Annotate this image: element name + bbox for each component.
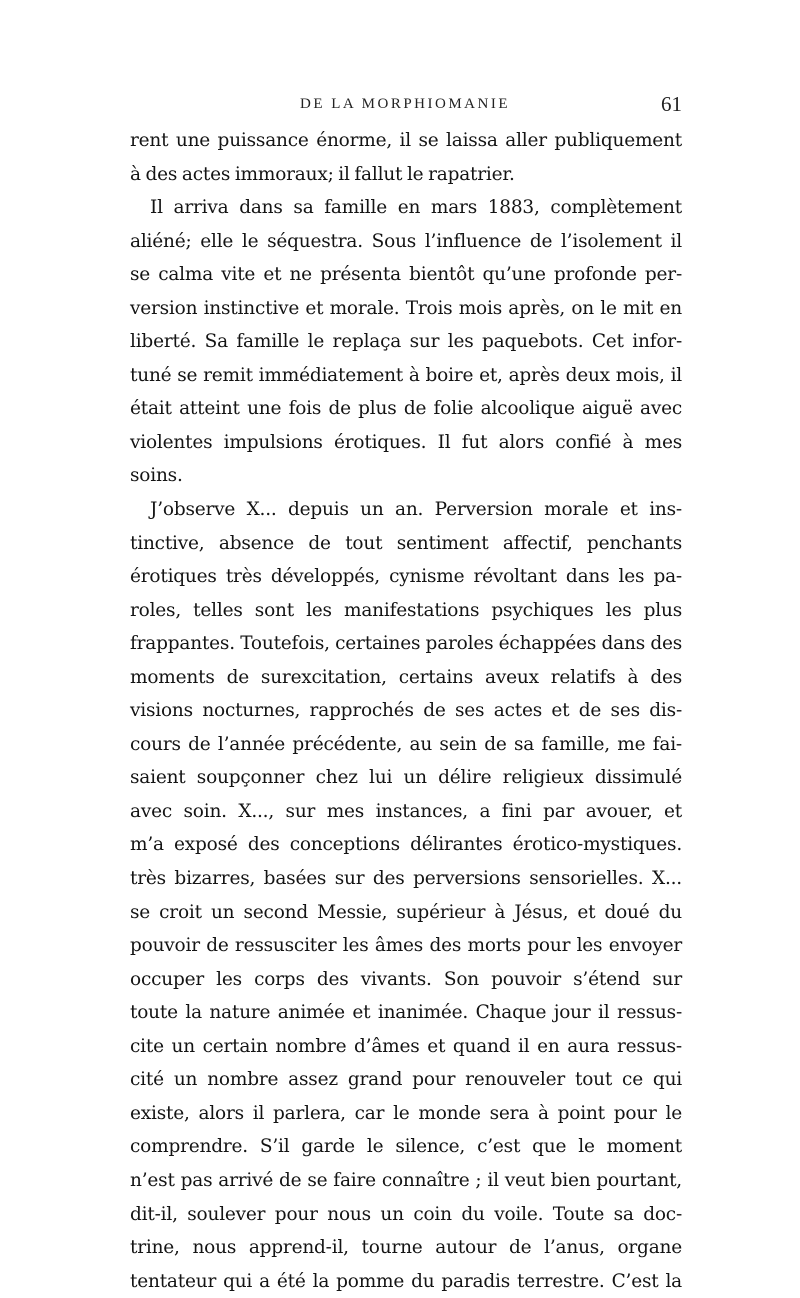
- text-line: violentes impulsions érotiques. Il fut alors confié à mes: [130, 431, 682, 453]
- text-line: tentateur qui a été la pomme du paradis terrestre. C’est la: [130, 1270, 682, 1292]
- text-line: comprendre. S’il garde le silence, c’est que le moment: [130, 1136, 682, 1158]
- text-line: cours de l’année précédente, au sein de sa famille, me fai-: [130, 733, 682, 755]
- text-line: n’est pas arrivé de se faire connaître ; il veut bien pourtant,: [130, 1169, 682, 1191]
- page-number: 61: [661, 92, 682, 116]
- text-line: rent une puissance énorme, il se laissa aller publiquement: [130, 130, 682, 151]
- text-line: J’observe X... depuis un an. Perversion morale et ins-: [150, 499, 682, 521]
- body-text: [130, 124, 682, 1298]
- text-line: m’a exposé des conceptions délirantes érotico-mystiques.: [130, 834, 682, 856]
- text-line: moments de surexcitation, certains aveux relatifs à des: [130, 666, 682, 688]
- text-line: avec soin. X..., sur mes instances, a fini par avouer, et: [130, 800, 682, 822]
- text-line: cite un certain nombre d’âmes et quand il en aura ressus-: [130, 1035, 682, 1057]
- text-line: se calma vite et ne présenta bientôt qu’une profonde per-: [130, 264, 682, 286]
- text-line: tuné se remit immédiatement à boire et, après deux mois, il: [130, 364, 682, 386]
- text-line: trine, nous apprend-il, tourne autour de l’anus, organe: [130, 1237, 682, 1259]
- text-line: occuper les corps des vivants. Son pouvoir s’étend sur: [130, 968, 682, 990]
- text-line: frappantes. Toutefois, certaines paroles échappées dans des: [130, 633, 682, 655]
- text-line: visions nocturnes, rapprochés de ses actes et de ses dis-: [130, 700, 682, 722]
- text-line: liberté. Sa famille le replaça sur les paquebots. Cet infor-: [130, 331, 682, 353]
- text-line: soins.: [130, 465, 183, 487]
- text-line: très bizarres, basées sur des perversions sensorielles. X...: [130, 868, 682, 890]
- text-line: toute la nature animée et inanimée. Chaque jour il ressus-: [130, 1002, 682, 1024]
- text-line: cité un nombre assez grand pour renouveler tout ce qui: [130, 1069, 682, 1091]
- text-line: se croit un second Messie, supérieur à Jésus, et doué du: [130, 901, 682, 923]
- text-line: érotiques très développés, cynisme révoltant dans les pa-: [130, 566, 682, 588]
- text-line: pouvoir de ressusciter les âmes des morts pour les envoyer: [130, 935, 682, 957]
- running-title: DE LA MORPHIOMANIE: [300, 96, 510, 112]
- text-line: existe, alors il parlera, car le monde sera à point pour le: [130, 1102, 682, 1124]
- text-line: dit-il, soulever pour nous un coin du voile. Toute sa doc-: [130, 1203, 682, 1225]
- text-line: saient soupçonner chez lui un délire religieux dissimulé: [130, 767, 682, 789]
- text-line: à des actes immoraux; il fallut le rapatrier.: [130, 163, 515, 185]
- text-line: aliéné; elle le séquestra. Sous l’influence de l’isolement il: [130, 230, 682, 252]
- text-line: tinctive, absence de tout sentiment affectif, penchants: [130, 532, 682, 554]
- text-line: était atteint une fois de plus de folie alcoolique aiguë avec: [130, 398, 682, 420]
- page-header: [130, 92, 682, 122]
- text-line: roles, telles sont les manifestations psychiques les plus: [130, 599, 682, 621]
- text-line: version instinctive et morale. Trois mois après, on le mit en: [130, 297, 682, 319]
- text-line: Il arriva dans sa famille en mars 1883, complètement: [150, 197, 682, 219]
